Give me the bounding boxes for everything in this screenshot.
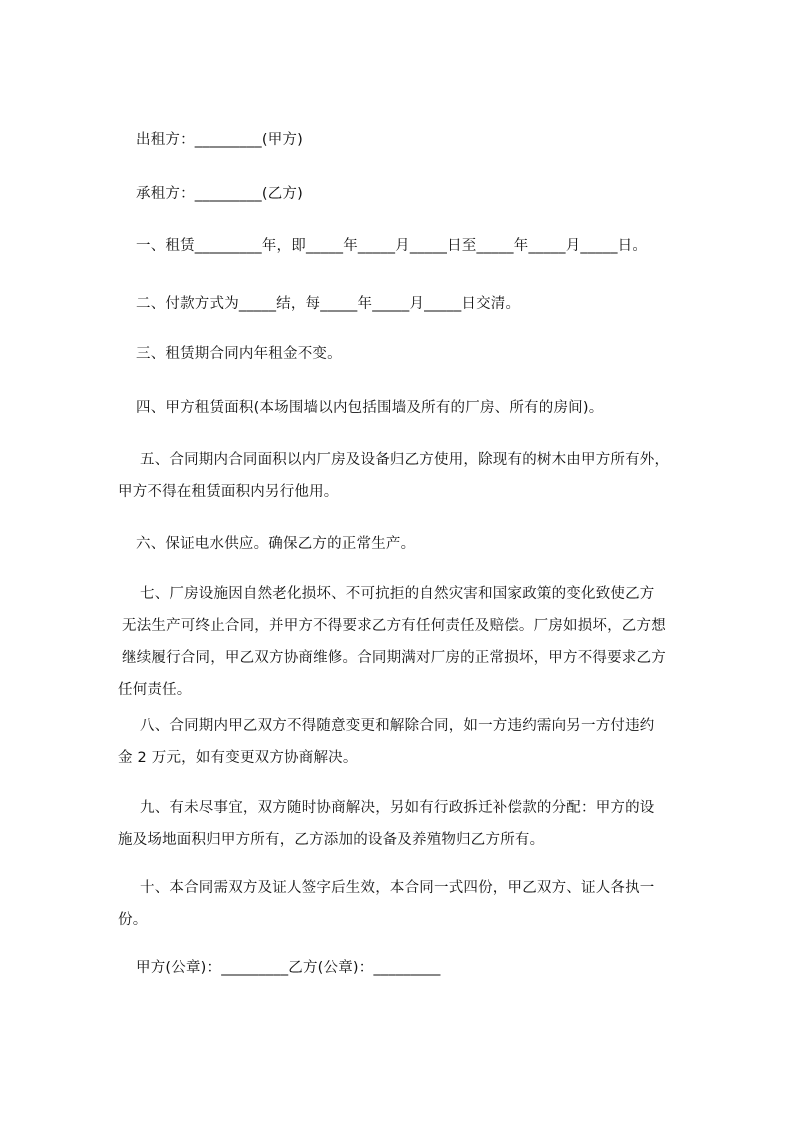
- clause-5: [118, 444, 708, 508]
- clause-2-row-1: 二、付款方式为_____结，每_____年_____月_____日交清。: [136, 296, 521, 312]
- clause-5-row-1: 五、合同期内合同面积以内厂房及设备归乙方使用，除现有的树木由甲方所有外，: [140, 452, 670, 468]
- clause-6-row-1: 六、保证电水供应。确保乙方的正常生产。: [136, 536, 416, 552]
- clause-6: [136, 528, 726, 560]
- clause-7-row-2: 无法生产可终止合同，并甲方不得要求乙方有任何责任及赔偿。厂房如损坏，乙方想: [122, 618, 666, 634]
- clause-7: [118, 578, 708, 706]
- clause-8-row-2: 金 2 万元，如有变更双方协商解决。: [118, 750, 358, 766]
- clause-10-row-2: 份。: [118, 912, 148, 928]
- clause-2: [136, 288, 726, 320]
- clause-1-row-1: 一、租赁_________年，即_____年_____月_____日至_____年_____月_____日。: [136, 238, 648, 254]
- clause-4: [136, 392, 726, 424]
- clause-9-row-2: 施及场地面积归甲方所有，乙方添加的设备及养殖物归乙方所有。: [118, 832, 545, 848]
- lessee-line: 承租方：_________(乙方): [136, 186, 303, 202]
- clause-7-row-1: 七、厂房设施因自然老化损坏、不可抗拒的自然灾害和国家政策的变化致使乙方: [140, 586, 655, 602]
- clause-10: [118, 872, 708, 936]
- clause-7-row-3: 继续履行合同，甲乙双方协商维修。合同期满对厂房的正常损坏，甲方不得要求乙方: [122, 650, 666, 666]
- clause-9-row-1: 九、有未尽事宜，双方随时协商解决，另如有行政拆迁补偿款的分配：甲方的设: [140, 800, 655, 816]
- clause-3: [136, 338, 726, 370]
- clause-1: [136, 230, 726, 262]
- clause-10-row-1: 十、本合同需双方及证人签字后生效，本合同一式四份，甲乙双方、证人各执一: [140, 880, 655, 896]
- signature-line: 甲方(公章)：_________乙方(公章)：_________: [136, 960, 441, 976]
- lessor-line: 出租方：_________(甲方): [136, 132, 303, 148]
- clause-9: [118, 792, 708, 856]
- clause-3-row-1: 三、租赁期合同内年租金不变。: [136, 346, 342, 362]
- clause-4-row-1: 四、甲方租赁面积(本场围墙以内包括围墙及所有的厂房、所有的房间)。: [136, 400, 604, 416]
- clause-8-row-1: 八、合同期内甲乙双方不得随意变更和解除合同，如一方违约需向另一方付违约: [140, 718, 655, 734]
- clause-8: [118, 710, 708, 774]
- clause-7-row-4: 任何责任。: [118, 682, 192, 698]
- clause-5-row-2: 甲方不得在租赁面积内另行他用。: [118, 484, 339, 500]
